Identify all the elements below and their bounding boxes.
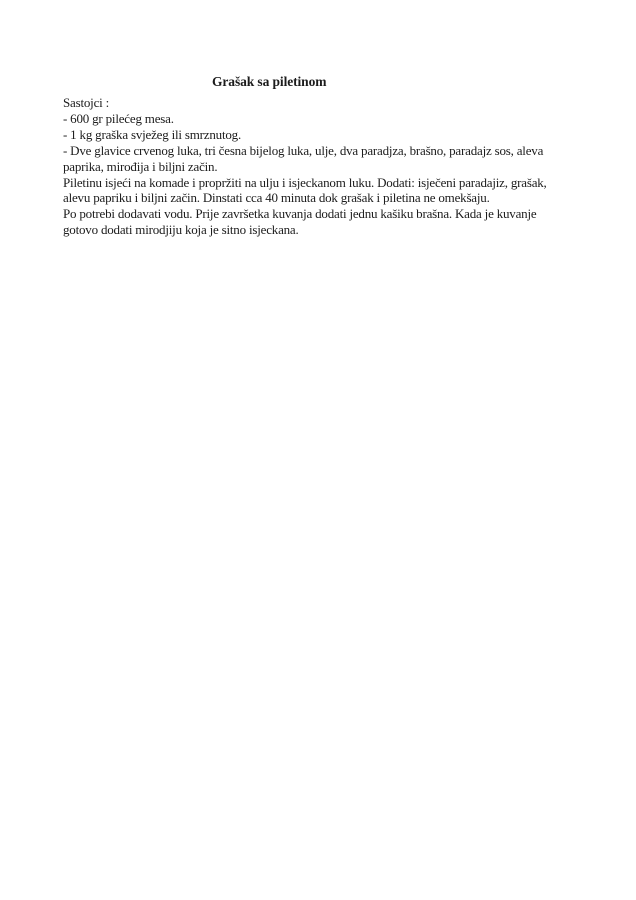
recipe-line-instructions-1a: Piletinu isjeći na komade i propržiti na ulju i isjeckanom luku. Dodati: isječeni paradajiz, grašak, (63, 174, 547, 190)
recipe-line-ingredients-heading: Sastojci : (63, 95, 110, 110)
recipe-line-instructions-1b: alevu papriku i biljni začin. Dinstati cca 40 minuta dok grašak i piletina ne omekšaju. (63, 190, 490, 206)
recipe-line-ingredient-2: - 1 kg graška svježeg ili smrznutog. (63, 126, 242, 142)
recipe-body (63, 95, 547, 238)
recipe-line-instructions-2b: gotovo dodati mirodjiju koja je sitno isjeckana. (63, 222, 299, 238)
recipe-line-ingredient-3b: paprika, mirođija i biljni začin. (63, 158, 218, 174)
recipe-line-ingredient-3a: - Dve glavice crvenog luka, tri česna bijelog luka, ulje, dva paradjza, brašno, paradajz sos, aleva (63, 142, 544, 158)
recipe-title: Grašak sa piletinom (212, 74, 327, 89)
recipe-line-ingredient-1: - 600 gr pilećeg mesa. (63, 110, 174, 126)
recipe-line-instructions-2a: Po potrebi dodavati vodu. Prije završetka kuvanja dodati jednu kašiku brašna. Kada je kuvanje (63, 206, 537, 222)
